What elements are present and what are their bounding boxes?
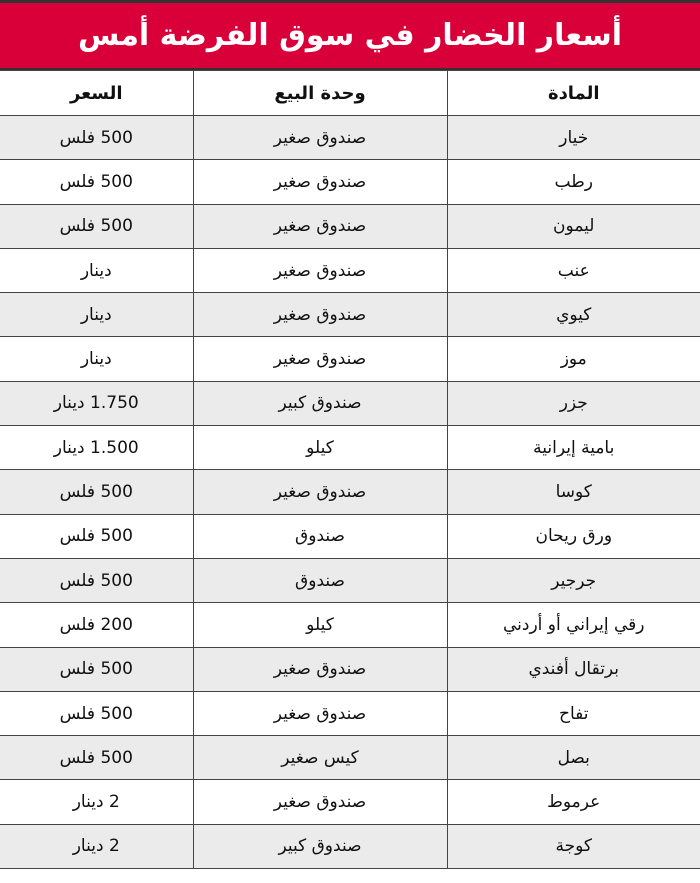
cell-unit: صندوق صغير	[193, 470, 447, 514]
table-row	[0, 603, 700, 647]
table-row	[0, 204, 700, 248]
table-row	[0, 558, 700, 602]
table-row	[0, 780, 700, 824]
cell-unit: صندوق صغير	[193, 691, 447, 735]
cell-item: رقي إيراني أو أردني	[447, 603, 700, 647]
cell-item: عرموط	[447, 780, 700, 824]
header-price: السعر	[0, 71, 193, 116]
cell-unit: صندوق	[193, 514, 447, 558]
cell-unit: كيلو	[193, 426, 447, 470]
cell-unit: صندوق صغير	[193, 248, 447, 292]
table-row	[0, 293, 700, 337]
cell-price: 500 فلس	[0, 647, 193, 691]
cell-unit: صندوق صغير	[193, 204, 447, 248]
cell-item: موز	[447, 337, 700, 381]
cell-price: 500 فلس	[0, 470, 193, 514]
cell-item: عنب	[447, 248, 700, 292]
cell-unit: كيلو	[193, 603, 447, 647]
cell-item: جرجير	[447, 558, 700, 602]
cell-price: 1.750 دينار	[0, 381, 193, 425]
cell-item: خيار	[447, 116, 700, 160]
cell-item: تفاح	[447, 691, 700, 735]
cell-item: كوسا	[447, 470, 700, 514]
cell-item: بامية إيرانية	[447, 426, 700, 470]
page-title: أسعار الخضار في سوق الفرضة أمس	[0, 3, 700, 70]
table-row	[0, 736, 700, 780]
table-row	[0, 824, 700, 868]
cell-item: رطب	[447, 160, 700, 204]
cell-unit: صندوق صغير	[193, 780, 447, 824]
table-row	[0, 248, 700, 292]
cell-unit: صندوق صغير	[193, 293, 447, 337]
table-row	[0, 426, 700, 470]
cell-item: بصل	[447, 736, 700, 780]
cell-unit: صندوق كبير	[193, 824, 447, 868]
cell-item: ورق ريحان	[447, 514, 700, 558]
table-header-row	[0, 71, 700, 116]
cell-price: دينار	[0, 337, 193, 381]
cell-unit: صندوق كبير	[193, 381, 447, 425]
cell-price: 2 دينار	[0, 824, 193, 868]
table-row	[0, 514, 700, 558]
cell-price: دينار	[0, 293, 193, 337]
cell-item: كوجة	[447, 824, 700, 868]
cell-price: 1.500 دينار	[0, 426, 193, 470]
cell-item: جزر	[447, 381, 700, 425]
cell-price: دينار	[0, 248, 193, 292]
price-table	[0, 70, 700, 869]
cell-price: 500 فلس	[0, 691, 193, 735]
cell-price: 2 دينار	[0, 780, 193, 824]
cell-price: 500 فلس	[0, 514, 193, 558]
cell-item: برتقال أفندي	[447, 647, 700, 691]
cell-price: 500 فلس	[0, 558, 193, 602]
table-row	[0, 337, 700, 381]
table-row	[0, 116, 700, 160]
header-unit: وحدة البيع	[193, 71, 447, 116]
cell-price: 200 فلس	[0, 603, 193, 647]
cell-unit: صندوق صغير	[193, 160, 447, 204]
cell-price: 500 فلس	[0, 736, 193, 780]
table-row	[0, 647, 700, 691]
header-item: المادة	[447, 71, 700, 116]
cell-price: 500 فلس	[0, 116, 193, 160]
table-row	[0, 381, 700, 425]
cell-price: 500 فلس	[0, 160, 193, 204]
table-row	[0, 470, 700, 514]
cell-unit: صندوق صغير	[193, 647, 447, 691]
cell-unit: كيس صغير	[193, 736, 447, 780]
cell-unit: صندوق صغير	[193, 337, 447, 381]
cell-item: ليمون	[447, 204, 700, 248]
table-row	[0, 691, 700, 735]
cell-unit: صندوق	[193, 558, 447, 602]
cell-unit: صندوق صغير	[193, 116, 447, 160]
cell-price: 500 فلس	[0, 204, 193, 248]
cell-item: كيوي	[447, 293, 700, 337]
table-row	[0, 160, 700, 204]
